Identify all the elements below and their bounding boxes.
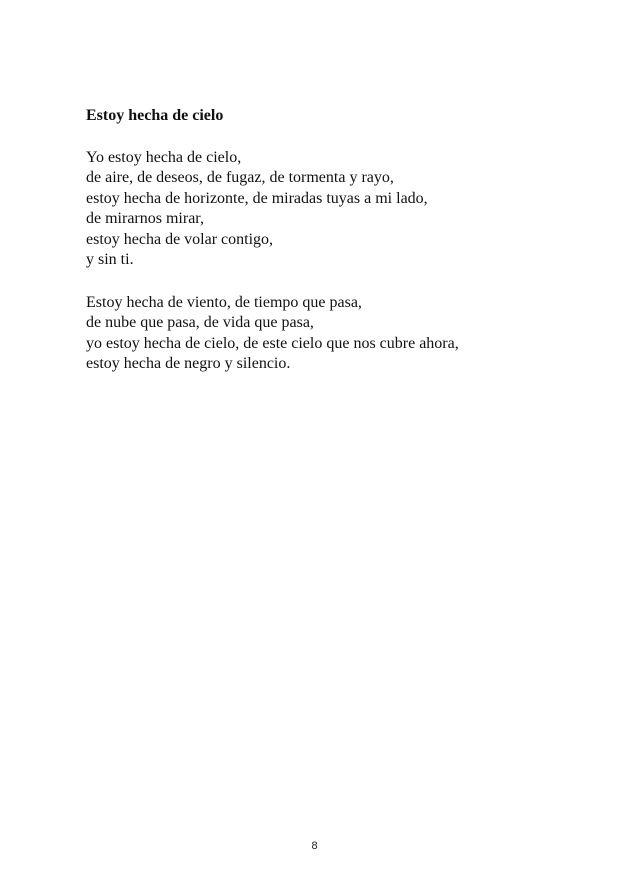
poem-line: Estoy hecha de viento, de tiempo que pasa,: [86, 294, 362, 311]
poem-line: estoy hecha de volar contigo,: [86, 230, 274, 248]
poem-line: estoy hecha de negro y silencio.: [86, 355, 291, 373]
poem-line: Yo estoy hecha de cielo,: [86, 149, 242, 166]
poem-title: Estoy hecha de cielo: [86, 107, 224, 124]
poem-line: de aire, de deseos, de fugaz, de tormenta y rayo,: [86, 169, 394, 187]
poem-line: yo estoy hecha de cielo, de este cielo que nos cubre ahora,: [86, 334, 459, 352]
poem-line: de nube que pasa, de vida que pasa,: [86, 314, 314, 332]
poem-line: y sin ti.: [86, 251, 134, 269]
poem-line: estoy hecha de horizonte, de miradas tuyas a mi lado,: [86, 189, 428, 207]
poem-line: de mirarnos mirar,: [86, 210, 204, 228]
poem-stanza-2: [86, 293, 459, 375]
poem-stanza-1: [86, 148, 428, 270]
page-number: 8: [311, 840, 318, 852]
